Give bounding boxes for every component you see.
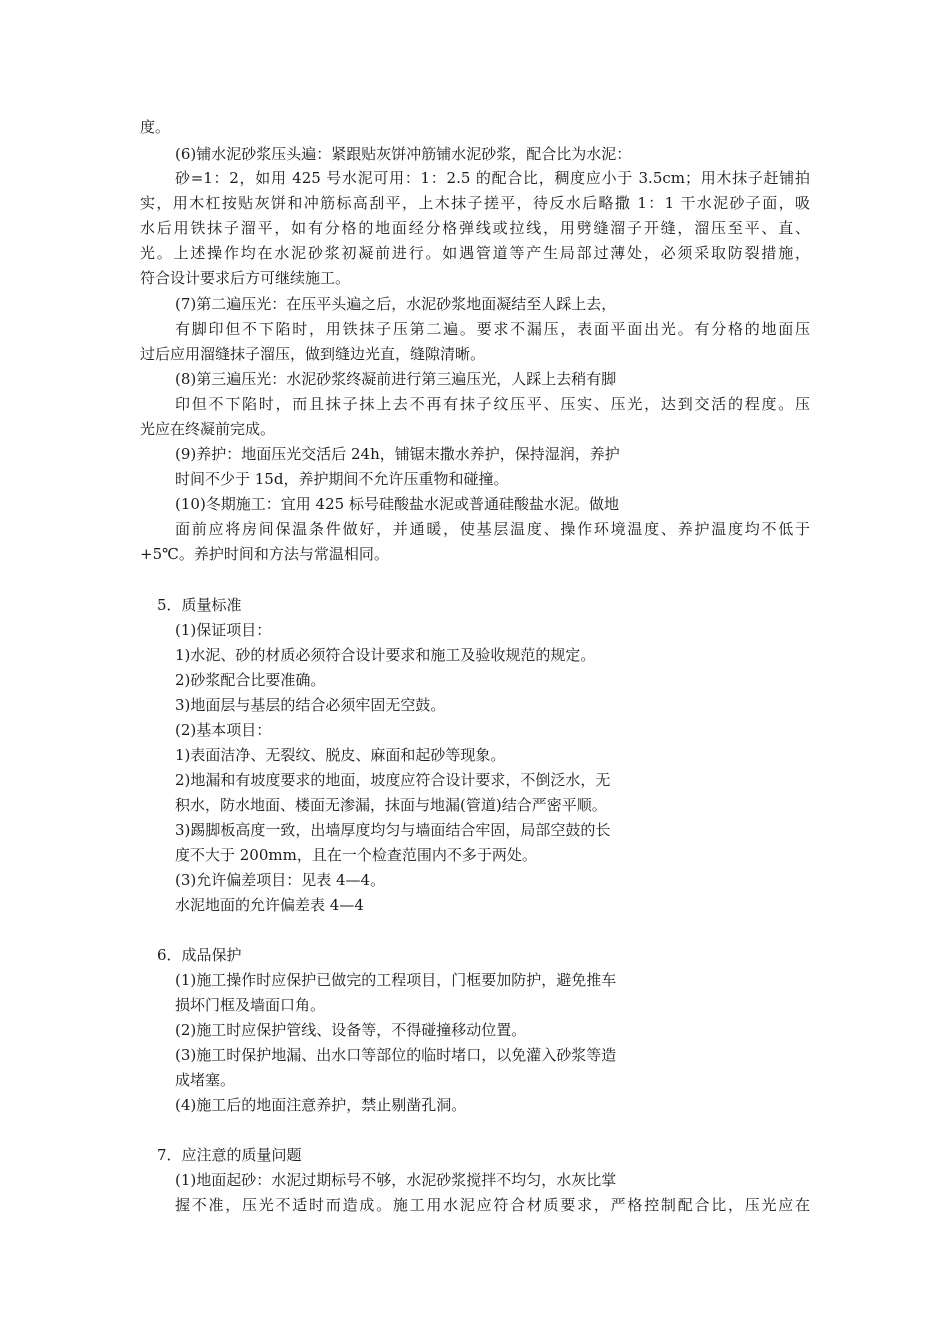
text-line: 符合设计要求后方可继续施工。: [140, 269, 351, 287]
text-line: 时间不少于 15d，养护期间不允许压重物和碰撞。: [175, 470, 509, 488]
text-line: (10)冬期施工：宜用 425 标号硅酸盐水泥或普通硅酸盐水泥。做地: [175, 495, 619, 513]
text-line: (1)施工操作时应保护已做完的工程项目，门框要加防护，避免推车: [175, 971, 617, 989]
text-line: 实，用木杠按贴灰饼和冲筋标高刮平，上木抹子搓平，待反水后略撒 1：1 干水泥砂子面，吸: [140, 194, 810, 212]
text-line: 2)砂浆配合比要准确。: [175, 671, 326, 689]
text-line: (8)第三遍压光：水泥砂浆终凝前进行第三遍压光，人踩上去稍有脚: [175, 370, 617, 388]
text-line: 积水，防水地面、楼面无渗漏，抹面与地漏(管道)结合严密平顺。: [175, 796, 607, 814]
text-line: (4)施工后的地面注意养护，禁止剔凿孔洞。: [175, 1096, 467, 1114]
text-line: 度不大于 200mm，且在一个检查范围内不多于两处。: [175, 846, 537, 864]
text-line: 3)踢脚板高度一致，出墙厚度均匀与墙面结合牢固，局部空鼓的长: [175, 821, 611, 839]
table-caption: 水泥地面的允许偏差表 4—4: [175, 896, 364, 914]
text-line: (7)第二遍压光：在压平头遍之后，水泥砂浆地面凝结至人踩上去，: [175, 295, 617, 313]
text-line: 过后应用溜缝抹子溜压，做到缝边光直，缝隙清晰。: [140, 345, 486, 363]
text-line: (6)铺水泥砂浆压头遍：紧跟贴灰饼冲筋铺水泥砂浆，配合比为水泥：: [175, 145, 632, 163]
text-line: 印但不下陷时，而且抹子抹上去不再有抹子纹压平、压实、压光，达到交活的程度。压: [175, 395, 810, 413]
text-line: 1)水泥、砂的材质必须符合设计要求和施工及验收规范的规定。: [175, 646, 596, 664]
text-line: 3)地面层与基层的结合必须牢固无空鼓。: [175, 696, 446, 714]
text-line: (2)基本项目：: [175, 721, 272, 739]
text-line: 光应在终凝前完成。: [140, 420, 276, 438]
section-heading: 7．应注意的质量问题: [157, 1146, 302, 1164]
text-line: 度。: [140, 118, 171, 136]
text-line: 面前应将房间保温条件做好，并通暖，使基层温度、操作环境温度、养护温度均不低于: [175, 520, 810, 538]
text-line: 1)表面洁净、无裂纹、脱皮、麻面和起砂等现象。: [175, 746, 506, 764]
text-line: (9)养护：地面压光交活后 24h，铺锯末撒水养护，保持湿润，养护: [175, 445, 620, 463]
text-line: (3)允许偏差项目：见表 4—4。: [175, 871, 386, 889]
text-line: (3)施工时保护地漏、出水口等部位的临时堵口，以免灌入砂浆等造: [175, 1046, 617, 1064]
text-line: 砂=1：2，如用 425 号水泥可用：1：2.5 的配合比，稠度应小于 3.5cm；用木抹子赶铺拍: [175, 169, 810, 187]
text-line: (2)施工时应保护管线、设备等，不得碰撞移动位置。: [175, 1021, 527, 1039]
text-line: 成堵塞。: [175, 1071, 236, 1089]
text-line: 2)地漏和有坡度要求的地面，坡度应符合设计要求，不倒泛水，无: [175, 771, 611, 789]
text-line: 光。上述操作均在水泥砂浆初凝前进行。如遇管道等产生局部过薄处，必须采取防裂措施，: [140, 244, 810, 262]
section-heading: 5．质量标准: [157, 596, 242, 614]
text-line: (1)保证项目：: [175, 621, 272, 639]
text-line: 握不准，压光不适时而造成。施工用水泥应符合材质要求，严格控制配合比，压光应在: [175, 1196, 810, 1214]
text-line: +5℃。养护时间和方法与常温相同。: [140, 545, 389, 563]
section-heading: 6．成品保护: [157, 946, 242, 964]
text-line: (1)地面起砂：水泥过期标号不够，水泥砂浆搅拌不均匀，水灰比掌: [175, 1171, 617, 1189]
text-line: 有脚印但不下陷时，用铁抹子压第二遍。要求不漏压，表面平面出光。有分格的地面压: [175, 320, 810, 338]
text-line: 水后用铁抹子溜平，如有分格的地面经分格弹线或拉线，用劈缝溜子开缝，溜压至平、直、: [140, 219, 810, 237]
text-line: 损坏门框及墙面口角。: [175, 996, 326, 1014]
